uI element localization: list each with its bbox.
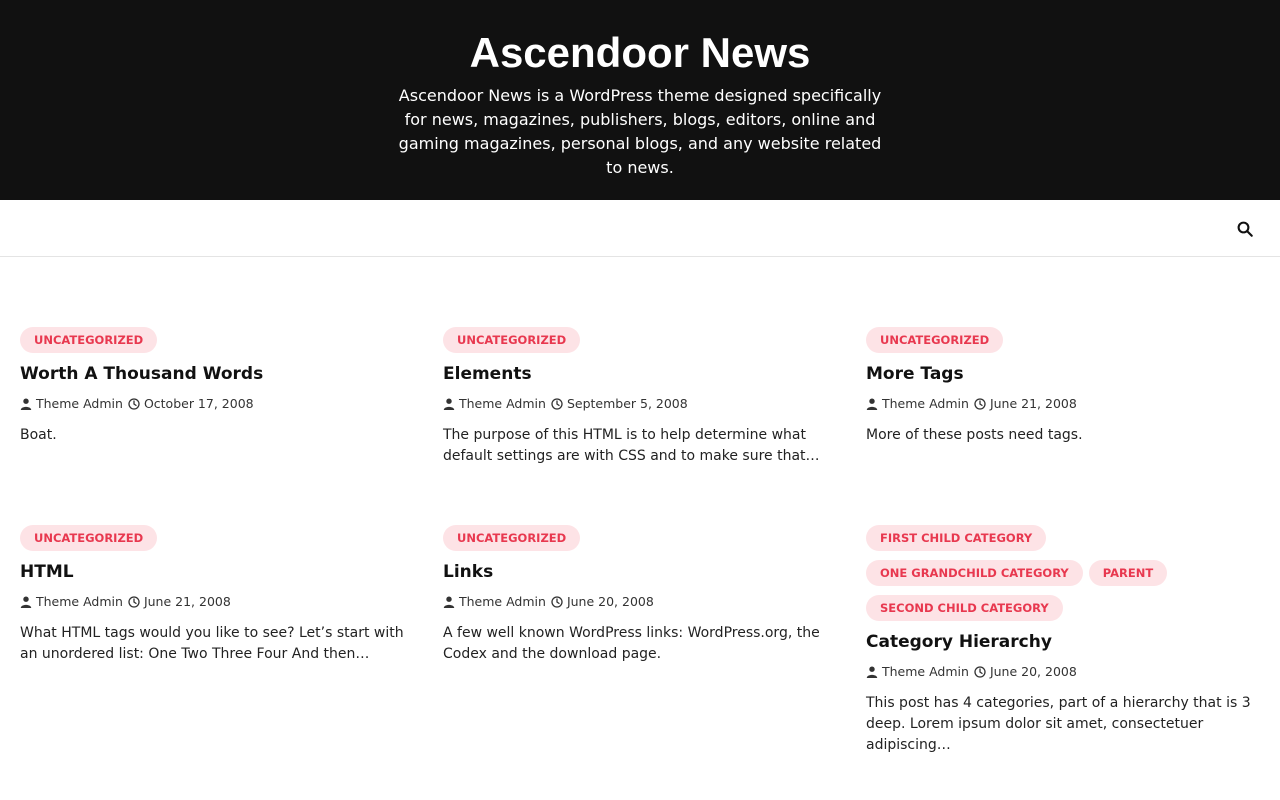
date-text: June 21, 2008 — [989, 396, 1077, 411]
post-categories — [20, 525, 415, 551]
post-card — [866, 525, 1261, 756]
category-badge[interactable]: PARENT — [1089, 560, 1167, 586]
post-author[interactable] — [20, 396, 123, 411]
post-categories — [443, 327, 838, 353]
post-excerpt: More of these posts need tags. — [866, 427, 1083, 443]
user-icon — [443, 398, 455, 410]
category-badge[interactable]: UNCATEGORIZED — [20, 327, 157, 353]
author-name: Theme Admin — [36, 396, 123, 411]
site-description: Ascendoor News is a WordPress theme designed specifically for news, magazines, publishers, blogs, editors, online and gaming magazines, personal blogs, and any website related to news. — [398, 86, 882, 177]
category-badge[interactable]: UNCATEGORIZED — [443, 327, 580, 353]
user-icon — [20, 596, 32, 608]
post-title[interactable]: HTML — [20, 562, 74, 582]
author-name: Theme Admin — [882, 664, 969, 679]
user-icon — [443, 596, 455, 608]
date-text: October 17, 2008 — [143, 396, 254, 411]
post-categories — [866, 525, 1261, 621]
post-excerpt: Boat. — [20, 427, 57, 443]
post-card — [866, 327, 1261, 446]
clock-icon — [128, 398, 140, 410]
posts-grid — [0, 257, 1280, 800]
post-meta — [866, 664, 1261, 679]
category-badge[interactable]: ONE GRANDCHILD CATEGORY — [866, 560, 1083, 586]
search-icon[interactable] — [1236, 220, 1254, 238]
post-categories — [20, 327, 415, 353]
post-meta — [20, 396, 415, 411]
post-author[interactable] — [866, 396, 969, 411]
post-title[interactable]: Elements — [443, 364, 532, 384]
post-title[interactable]: Links — [443, 562, 494, 582]
post-date[interactable] — [128, 594, 231, 609]
site-header — [0, 0, 1280, 200]
date-text: June 20, 2008 — [989, 664, 1077, 679]
site-title[interactable]: Ascendoor News — [469, 29, 811, 76]
post-author[interactable] — [20, 594, 123, 609]
post-date[interactable] — [551, 396, 688, 411]
post-excerpt: What HTML tags would you like to see? Let’s start with an unordered list: One Two Three Four And then… — [20, 625, 404, 662]
clock-icon — [128, 596, 140, 608]
post-card — [443, 525, 838, 665]
clock-icon — [551, 596, 563, 608]
navigation-bar — [0, 200, 1280, 257]
post-meta — [443, 594, 838, 609]
post-card — [20, 327, 415, 446]
post-author[interactable] — [866, 664, 969, 679]
post-card — [20, 525, 415, 665]
post-date[interactable] — [974, 396, 1077, 411]
post-author[interactable] — [443, 396, 546, 411]
post-title[interactable]: Category Hierarchy — [866, 632, 1052, 652]
author-name: Theme Admin — [459, 396, 546, 411]
post-excerpt: The purpose of this HTML is to help determine what default settings are with CSS and to make sure that… — [443, 427, 820, 464]
post-meta — [20, 594, 415, 609]
post-author[interactable] — [443, 594, 546, 609]
post-card — [443, 327, 838, 467]
post-excerpt: A few well known WordPress links: WordPress.org, the Codex and the download page. — [443, 625, 820, 662]
post-date[interactable] — [551, 594, 654, 609]
author-name: Theme Admin — [882, 396, 969, 411]
clock-icon — [551, 398, 563, 410]
author-name: Theme Admin — [459, 594, 546, 609]
clock-icon — [974, 398, 986, 410]
category-badge[interactable]: UNCATEGORIZED — [20, 525, 157, 551]
date-text: September 5, 2008 — [566, 396, 688, 411]
author-name: Theme Admin — [36, 594, 123, 609]
post-title[interactable]: Worth A Thousand Words — [20, 364, 264, 384]
category-badge[interactable]: FIRST CHILD CATEGORY — [866, 525, 1046, 551]
user-icon — [866, 398, 878, 410]
post-date[interactable] — [128, 396, 254, 411]
user-icon — [20, 398, 32, 410]
post-date[interactable] — [974, 664, 1077, 679]
post-categories — [866, 327, 1261, 353]
date-text: June 21, 2008 — [143, 594, 231, 609]
category-badge[interactable]: UNCATEGORIZED — [443, 525, 580, 551]
category-badge[interactable]: SECOND CHILD CATEGORY — [866, 595, 1063, 621]
date-text: June 20, 2008 — [566, 594, 654, 609]
post-meta — [443, 396, 838, 411]
post-title[interactable]: More Tags — [866, 364, 964, 384]
category-badge[interactable]: UNCATEGORIZED — [866, 327, 1003, 353]
post-meta — [866, 396, 1261, 411]
post-excerpt: This post has 4 categories, part of a hierarchy that is 3 deep. Lorem ipsum dolor sit amet, consectetuer adipiscing… — [866, 695, 1251, 753]
user-icon — [866, 666, 878, 678]
clock-icon — [974, 666, 986, 678]
post-categories — [443, 525, 838, 551]
